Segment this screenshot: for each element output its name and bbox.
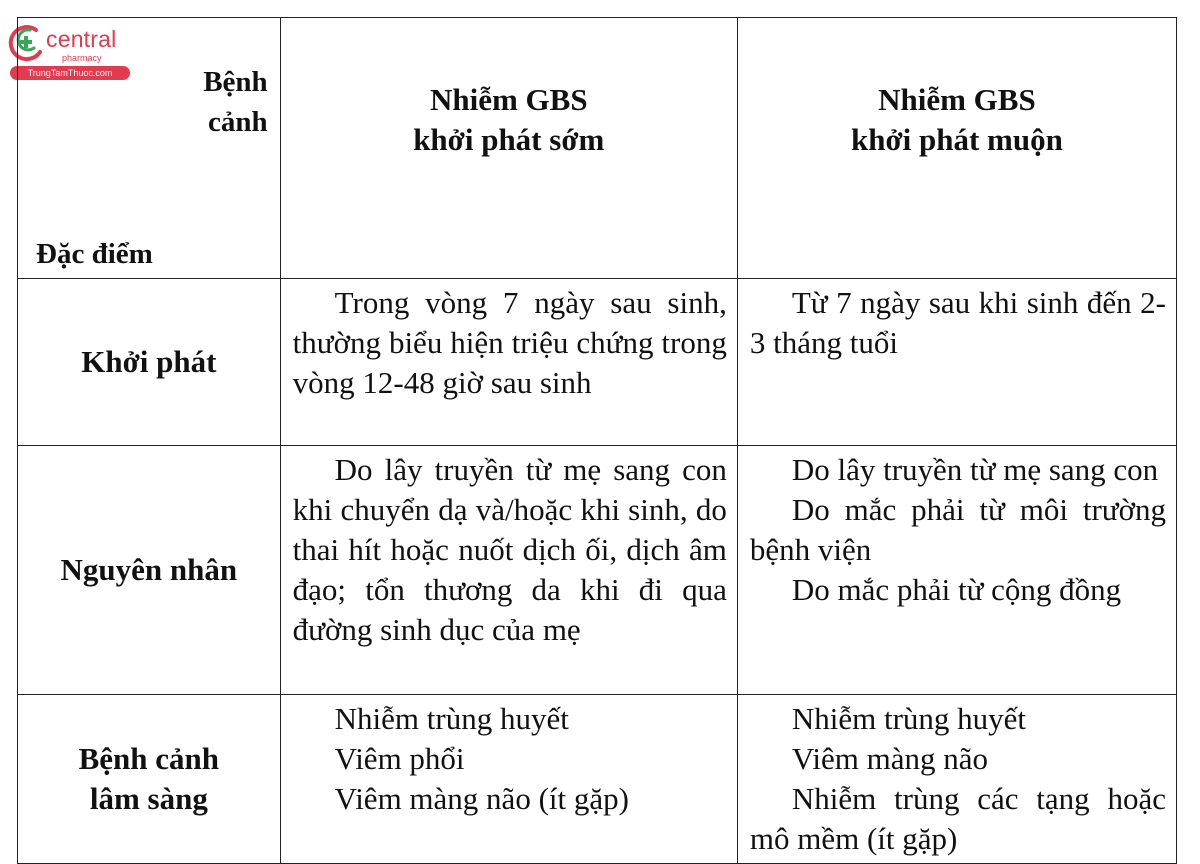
cell-onset-late bbox=[737, 279, 1176, 446]
cell-text: Viêm màng não (ít gặp) bbox=[334, 781, 629, 816]
cell-cause-early bbox=[280, 446, 737, 695]
table-row bbox=[18, 279, 1177, 446]
cell-clinical-early bbox=[280, 695, 737, 864]
corner-header-cell bbox=[18, 18, 281, 279]
column-header-late-line1: Nhiễm GBS bbox=[878, 82, 1036, 117]
cell-text: Viêm màng não bbox=[791, 741, 988, 776]
cell-text: Do mắc phải từ môi trường bệnh viện bbox=[749, 492, 1166, 567]
cell-text: Nhiễm trùng huyết bbox=[334, 701, 569, 736]
cell-clinical-late bbox=[737, 695, 1176, 864]
cell-text: Nhiễm trùng các tạng hoặc mô mềm (ít gặp) bbox=[749, 781, 1166, 856]
corner-top-line1: Bệnh bbox=[203, 66, 268, 98]
row-header-onset: Khởi phát bbox=[18, 279, 281, 446]
table-row bbox=[18, 695, 1177, 864]
column-header-early-line1: Nhiễm GBS bbox=[429, 82, 588, 117]
corner-bottom-label: Đặc điểm bbox=[36, 238, 153, 270]
row-header-clinical bbox=[18, 695, 281, 864]
column-header-late-line2: khởi phát muộn bbox=[850, 122, 1063, 157]
column-header-early bbox=[280, 18, 737, 279]
gbs-comparison-table bbox=[17, 17, 1177, 864]
cell-onset-early bbox=[280, 279, 737, 446]
cell-text: Do mắc phải từ cộng đồng bbox=[791, 572, 1122, 607]
column-header-early-line2: khởi phát sớm bbox=[413, 122, 605, 157]
row-header-clinical-line2: lâm sàng bbox=[89, 781, 208, 816]
cell-text: Trong vòng 7 ngày sau sinh, thường biểu hiện triệu chứng trong vòng 12-48 giờ sau sinh bbox=[292, 285, 727, 400]
cell-text: Từ 7 ngày sau khi sinh đến 2-3 tháng tuổi bbox=[749, 285, 1166, 360]
cell-cause-late bbox=[737, 446, 1176, 695]
corner-top-line2: cảnh bbox=[208, 106, 268, 138]
logo-site: TrungTamThuoc.com bbox=[10, 66, 130, 80]
table-row bbox=[18, 446, 1177, 695]
column-header-late bbox=[737, 18, 1176, 279]
corner-top-label bbox=[203, 62, 267, 142]
row-header-clinical-line1: Bệnh cảnh bbox=[78, 741, 220, 776]
table-header-row bbox=[18, 18, 1177, 279]
cell-text: Do lây truyền từ mẹ sang con khi chuyển dạ và/hoặc khi sinh, do thai hít hoặc nuốt dịch ối, dịch âm đạo; tổn thương da khi đi qua đường sinh dục của mẹ bbox=[292, 452, 727, 647]
logo-subtitle: pharmacy bbox=[62, 53, 102, 63]
cell-text: Viêm phổi bbox=[334, 741, 465, 776]
row-header-cause: Nguyên nhân bbox=[18, 446, 281, 695]
cell-text: Nhiễm trùng huyết bbox=[791, 701, 1027, 736]
cell-text: Do lây truyền từ mẹ sang con bbox=[791, 452, 1159, 487]
logo-brand: central bbox=[46, 26, 117, 52]
